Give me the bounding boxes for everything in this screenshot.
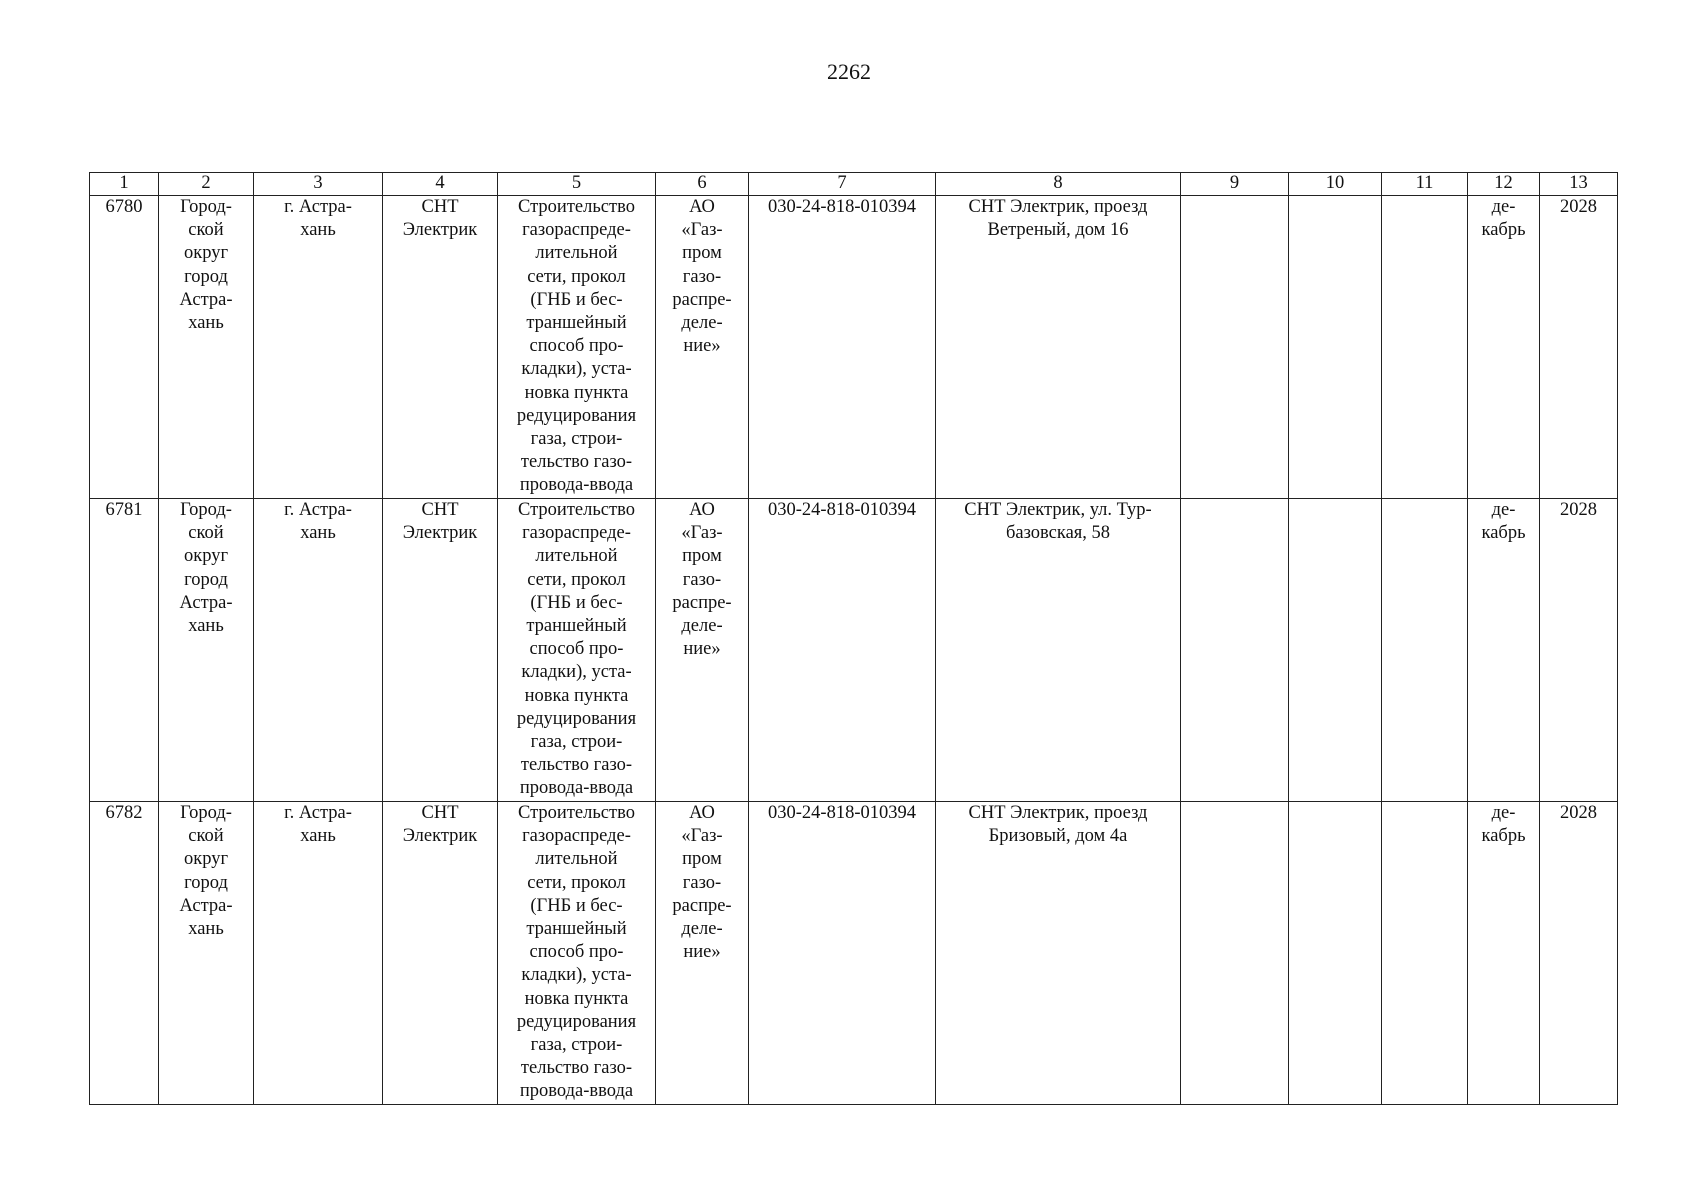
cell-work-description: Строительство газораспреде- лительной сети, прокол (ГНБ и бес- траншейный способ про- кладки), уста- новка пункта редуцирования газа, строи- тельство газо- провода-ввода [498, 802, 656, 1105]
cell-col-11 [1382, 196, 1468, 499]
column-header: 4 [383, 173, 498, 196]
cell-work-description: Строительство газораспреде- лительной сети, прокол (ГНБ и бес- траншейный способ про- кладки), уста- новка пункта редуцирования газа, строи- тельство газо- провода-ввода [498, 499, 656, 802]
cell-year: 2028 [1540, 499, 1618, 802]
column-header: 9 [1181, 173, 1289, 196]
column-header: 13 [1540, 173, 1618, 196]
column-header: 11 [1382, 173, 1468, 196]
cell-col-9 [1181, 196, 1289, 499]
cell-col-11 [1382, 802, 1468, 1105]
page-number: 2262 [827, 59, 871, 84]
column-header: 8 [936, 173, 1181, 196]
cell-col-9 [1181, 802, 1289, 1105]
column-header: 7 [749, 173, 936, 196]
table-header-row [90, 173, 1618, 196]
column-header: 1 [90, 173, 159, 196]
cell-year: 2028 [1540, 802, 1618, 1105]
data-table [89, 172, 1618, 1105]
cell-col-10 [1289, 802, 1382, 1105]
cell-address: СНТ Электрик, ул. Тур- базовская, 58 [936, 499, 1181, 802]
cell-work-description: Строительство газораспреде- лительной сети, прокол (ГНБ и бес- траншейный способ про- кладки), уста- новка пункта редуцирования газа, строи- тельство газо- провода-ввода [498, 196, 656, 499]
cell-code: 030-24-818-010394 [749, 499, 936, 802]
column-header: 2 [159, 173, 254, 196]
table-row [90, 499, 1618, 802]
table-row [90, 802, 1618, 1105]
cell-code: 030-24-818-010394 [749, 802, 936, 1105]
cell-month: де- кабрь [1468, 802, 1540, 1105]
cell-address: СНТ Электрик, проезд Бризовый, дом 4а [936, 802, 1181, 1105]
cell-settlement: г. Астра- хань [254, 499, 383, 802]
cell-settlement: г. Астра- хань [254, 802, 383, 1105]
cell-row-number: 6780 [90, 196, 159, 499]
column-header: 5 [498, 173, 656, 196]
cell-object: СНТ Электрик [383, 802, 498, 1105]
cell-organization: АО «Газ- пром газо- распре- деле- ние» [656, 802, 749, 1105]
cell-settlement: г. Астра- хань [254, 196, 383, 499]
cell-col-9 [1181, 499, 1289, 802]
cell-col-10 [1289, 196, 1382, 499]
cell-address: СНТ Электрик, проезд Ветреный, дом 16 [936, 196, 1181, 499]
column-header: 10 [1289, 173, 1382, 196]
table-row [90, 196, 1618, 499]
column-header: 6 [656, 173, 749, 196]
cell-municipality: Город- ской округ город Астра- хань [159, 196, 254, 499]
cell-row-number: 6781 [90, 499, 159, 802]
cell-year: 2028 [1540, 196, 1618, 499]
cell-col-11 [1382, 499, 1468, 802]
cell-municipality: Город- ской округ город Астра- хань [159, 802, 254, 1105]
cell-row-number: 6782 [90, 802, 159, 1105]
cell-object: СНТ Электрик [383, 196, 498, 499]
cell-code: 030-24-818-010394 [749, 196, 936, 499]
cell-organization: АО «Газ- пром газо- распре- деле- ние» [656, 499, 749, 802]
cell-col-10 [1289, 499, 1382, 802]
cell-organization: АО «Газ- пром газо- распре- деле- ние» [656, 196, 749, 499]
cell-municipality: Город- ской округ город Астра- хань [159, 499, 254, 802]
cell-month: де- кабрь [1468, 196, 1540, 499]
column-header: 3 [254, 173, 383, 196]
column-header: 12 [1468, 173, 1540, 196]
cell-month: де- кабрь [1468, 499, 1540, 802]
cell-object: СНТ Электрик [383, 499, 498, 802]
